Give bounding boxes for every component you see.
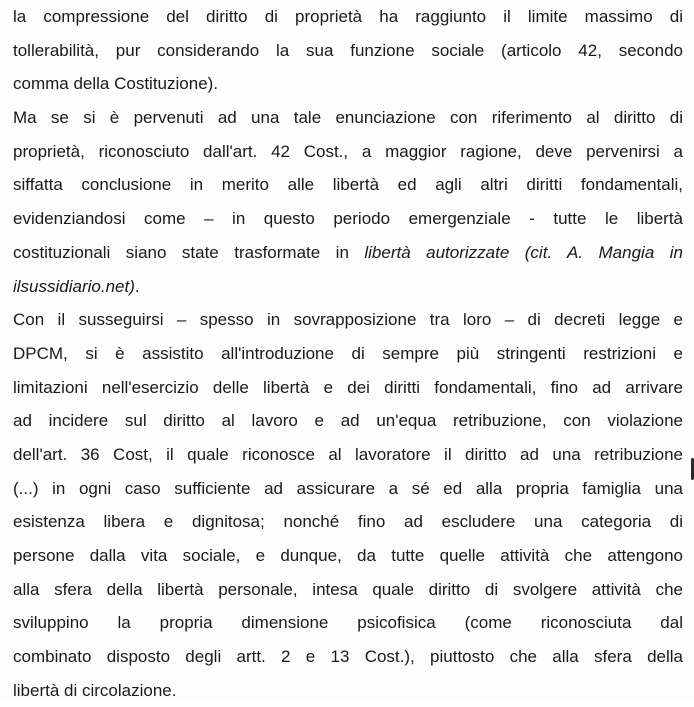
paragraph-2-line-5-plain: costituzionali siano state trasformate in [13, 242, 365, 262]
paragraph-3-line-11: combinato disposto degli artt. 2 e 13 Cost.), piuttosto che alla sfera della [13, 647, 683, 667]
paragraph-2-line-5 [13, 236, 683, 270]
paragraph-2-line-6-plain: . [134, 276, 140, 296]
paragraph-3-line-2: DPCM, si è assistito all'introduzione di sempre più stringenti restrizioni e [13, 343, 683, 363]
paragraph-2-line-5-italic: libertà autorizzate (cit. A. Mangia in [364, 242, 683, 262]
paragraph-2-line-3: siffatta conclusione in merito alle libertà ed agli altri diritti fondamentali, [13, 175, 683, 195]
paragraph-3-line-1: Con il susseguirsi – spesso in sovrapposizione tra loro – di decreti legge e [13, 310, 683, 330]
paragraph-2-line-2: proprietà, riconosciuto dall'art. 42 Cost., a maggior ragione, deve pervenirsi a [13, 141, 683, 161]
paragraph-1-line-2: tollerabilità, pur considerando la sua funzione sociale (articolo 42, secondo [13, 40, 683, 60]
document-body [13, 0, 683, 707]
paragraph-3-line-5: dell'art. 36 Cost, il quale riconosce al lavoratore il diritto ad una retribuzione [13, 444, 683, 464]
paragraph-3-line-10: sviluppino la propria dimensione psicofisica (come riconosciuta dal [13, 613, 683, 633]
paragraph-3-line-9: alla sfera della libertà personale, intesa quale diritto di svolgere attività che [13, 579, 683, 599]
paragraph-2-line-6-italic: ilsussidiario.net) [13, 276, 135, 296]
paragraph-3-line-3: limitazioni nell'esercizio delle libertà e dei diritti fondamentali, fino ad arrivare [13, 377, 683, 397]
paragraph-1-line-3: comma della Costituzione). [13, 74, 219, 94]
paragraph-3-line-4: ad incidere sul diritto al lavoro e ad un'equa retribuzione, con violazione [13, 411, 683, 431]
paragraph-3-line-7: esistenza libera e dignitosa; nonché fino ad escludere una categoria di [13, 512, 683, 532]
paragraph-2-line-1: Ma se si è pervenuti ad una tale enunciazione con riferimento al diritto di [13, 108, 683, 128]
paragraph-3-line-8: persone dalla vita sociale, e dunque, da tutte quelle attività che attengono [13, 546, 683, 565]
paragraph-3-line-12: libertà di circolazione. [13, 680, 177, 700]
paragraph-1-line-1: la compressione del diritto di proprietà ha raggiunto il limite massimo di [13, 7, 683, 26]
paragraph-3-line-6: (...) in ogni caso sufficiente ad assicurare a sé ed alla propria famiglia una [13, 478, 683, 498]
paragraph-2-line-6 [13, 270, 683, 304]
paragraph-2-line-4: evidenziandosi come – in questo periodo emergenziale - tutte le libertà [13, 209, 683, 229]
